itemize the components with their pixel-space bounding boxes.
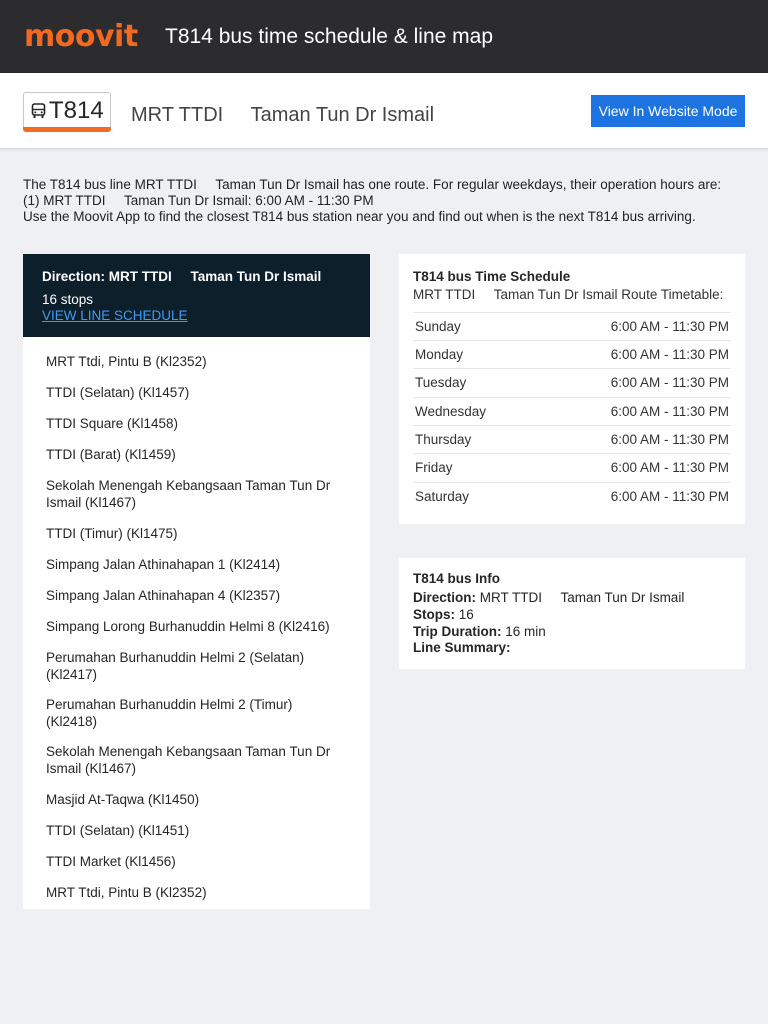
line-badge [23, 92, 111, 130]
info-summary [413, 640, 511, 655]
page-title: T814 bus time schedule & line map [165, 25, 494, 48]
schedule-hours: 6:00 AM - 11:30 PM [610, 347, 729, 362]
direction-header [23, 254, 370, 337]
stops-count: 16 stops [42, 292, 94, 307]
schedule-row [413, 340, 731, 368]
line-number: T814 [49, 97, 104, 124]
stop-item[interactable]: TTDI (Barat) (Kl1459) [46, 447, 176, 462]
info-summary-label: Line Summary: [413, 640, 511, 655]
time-schedule-card [399, 254, 745, 524]
stop-item[interactable]: Simpang Lorong Burhanuddin Helmi 8 (Kl2416) [46, 619, 330, 634]
stop-item[interactable]: Sekolah Menengah Kebangsaan Taman Tun Dr Ismail (Kl1467) [46, 744, 331, 776]
stop-item[interactable]: TTDI Market (Kl1456) [46, 854, 176, 869]
schedule-day: Wednesday [415, 404, 487, 419]
schedule-row [413, 425, 731, 453]
schedule-day: Thursday [415, 432, 472, 447]
info-stops-label: Stops: [413, 607, 455, 622]
moovit-logo[interactable]: moovit [24, 19, 138, 54]
schedule-row [413, 368, 731, 396]
stop-item[interactable]: Simpang Jalan Athinahapan 4 (Kl2357) [46, 588, 281, 603]
stop-item[interactable]: Perumahan Burhanuddin Helmi 2 (Timur) (Kl2418) [46, 697, 293, 729]
info-direction [413, 590, 684, 605]
stop-item[interactable]: MRT Ttdi, Pintu B (Kl2352) [46, 354, 207, 369]
info-stops-value: 16 [455, 607, 474, 622]
stop-item[interactable]: TTDI (Timur) (Kl1475) [46, 526, 178, 541]
info-title: T814 bus Info [413, 571, 501, 586]
schedule-row [413, 397, 731, 425]
intro-line-2: (1) MRT TTDI Taman Tun Dr Ismail: 6:00 AM - 11:30 PM [23, 193, 374, 208]
bus-icon [31, 103, 46, 119]
direction-panel [23, 254, 370, 909]
route-name: MRT TTDI Taman Tun Dr Ismail [131, 104, 435, 126]
info-direction-label: Direction: [413, 590, 477, 605]
stop-item[interactable]: Sekolah Menengah Kebangsaan Taman Tun Dr Ismail (Kl1467) [46, 478, 331, 510]
stop-item[interactable]: TTDI Square (Kl1458) [46, 416, 179, 431]
schedule-day: Tuesday [415, 375, 467, 390]
stop-item[interactable]: TTDI (Selatan) (Kl1457) [46, 385, 190, 400]
schedule-hours: 6:00 AM - 11:30 PM [610, 460, 729, 475]
schedule-row [413, 482, 731, 510]
stop-item[interactable]: MRT Ttdi, Pintu B (Kl2352) [46, 885, 207, 900]
stop-item[interactable]: Masjid At-Taqwa (Kl1450) [46, 792, 200, 807]
schedule-day: Saturday [415, 489, 470, 504]
schedule-day: Monday [415, 347, 464, 362]
stop-item[interactable]: TTDI (Selatan) (Kl1451) [46, 823, 190, 838]
line-badge-accent [23, 127, 111, 132]
schedule-subtitle: MRT TTDI Taman Tun Dr Ismail Route Timetable: [413, 287, 724, 302]
info-duration-value: 16 min [501, 624, 546, 639]
direction-title: Direction: MRT TTDI Taman Tun Dr Ismail [42, 269, 322, 284]
schedule-row [413, 312, 731, 340]
view-website-mode-button[interactable]: View In Website Mode [591, 95, 745, 127]
schedule-hours: 6:00 AM - 11:30 PM [610, 375, 729, 390]
stop-item[interactable]: Perumahan Burhanuddin Helmi 2 (Selatan) (Kl2417) [46, 650, 305, 682]
top-bar [0, 0, 768, 73]
schedule-hours: 6:00 AM - 11:30 PM [610, 319, 729, 334]
schedule-hours: 6:00 AM - 11:30 PM [610, 404, 729, 419]
schedule-hours: 6:00 AM - 11:30 PM [610, 489, 729, 504]
info-direction-value: MRT TTDI Taman Tun Dr Ismail [476, 590, 685, 605]
intro-text [23, 177, 743, 225]
view-line-schedule-link[interactable]: VIEW LINE SCHEDULE [42, 308, 188, 323]
intro-line-1: The T814 bus line MRT TTDI Taman Tun Dr Ismail has one route. For regular weekdays, their operation hours are: [23, 177, 722, 192]
schedule-day: Sunday [415, 319, 461, 334]
info-duration-label: Trip Duration: [413, 624, 502, 639]
stop-item[interactable]: Simpang Jalan Athinahapan 1 (Kl2414) [46, 557, 281, 572]
info-stops [413, 607, 474, 622]
bus-info-card [399, 558, 745, 669]
schedule-title: T814 bus Time Schedule [413, 269, 571, 284]
schedule-day: Friday [415, 460, 453, 475]
intro-line-3: Use the Moovit App to find the closest T814 bus station near you and find out when is the next T814 bus arriving. [23, 209, 696, 224]
schedule-hours: 6:00 AM - 11:30 PM [610, 432, 729, 447]
schedule-row [413, 453, 731, 481]
info-duration [413, 624, 546, 639]
